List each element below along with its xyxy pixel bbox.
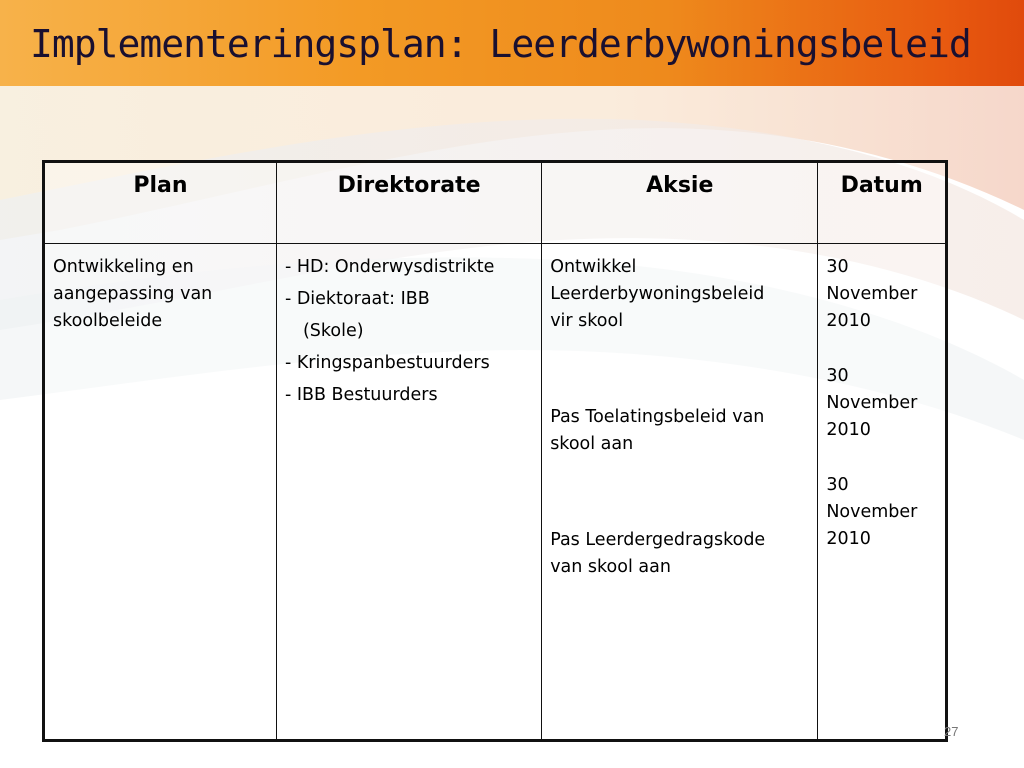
aksie-item: [550, 254, 809, 335]
plan-cell: [44, 244, 277, 741]
direktorate-line: - Diektoraat: IBB: [284, 289, 430, 309]
aksie-line: van skool aan: [550, 557, 671, 577]
datum-item: [826, 472, 937, 553]
datum-cell: [818, 244, 947, 741]
plan-line: Ontwikkeling en: [53, 257, 194, 277]
header-plan: Plan: [44, 162, 277, 244]
aksie-line: vir skool: [550, 311, 624, 331]
datum-line: 30: [826, 257, 849, 277]
direktorate-cell: [276, 244, 541, 741]
implementation-plan-table: [42, 160, 948, 742]
datum-line: 2010: [826, 420, 871, 440]
slide-title: Implementeringsplan: Leerderbywoningsbeleid: [30, 22, 971, 66]
aksie-line: skool aan: [550, 434, 634, 454]
plan-line: skoolbeleide: [53, 311, 163, 331]
header-row: [44, 162, 947, 244]
header-direktorate: Direktorate: [276, 162, 541, 244]
aksie-line: Pas Leerdergedragskode: [550, 530, 766, 550]
table-row: [44, 244, 947, 741]
datum-line: November: [826, 502, 918, 522]
header-aksie: Aksie: [542, 162, 818, 244]
aksie-item: [550, 527, 809, 581]
direktorate-line: - HD: Onderwysdistrikte: [284, 257, 495, 277]
datum-line: November: [826, 393, 918, 413]
aksie-line: Ontwikkel: [550, 257, 637, 277]
aksie-cell: [542, 244, 818, 741]
datum-line: 2010: [826, 529, 871, 549]
aksie-item: [550, 404, 809, 458]
direktorate-line: (Skole): [302, 321, 364, 341]
header-datum: Datum: [818, 162, 947, 244]
direktorate-line: - Kringspanbestuurders: [284, 353, 490, 373]
page-number: 27: [944, 724, 959, 739]
aksie-line: Pas Toelatingsbeleid van: [550, 407, 765, 427]
datum-line: 30: [826, 366, 849, 386]
plan-line: aangepassing van: [53, 284, 213, 304]
direktorate-line: - IBB Bestuurders: [284, 385, 438, 405]
datum-item: [826, 254, 937, 335]
aksie-line: Leerderbywoningsbeleid: [550, 284, 765, 304]
datum-line: November: [826, 284, 918, 304]
datum-line: 30: [826, 475, 849, 495]
datum-line: 2010: [826, 311, 871, 331]
datum-item: [826, 363, 937, 444]
